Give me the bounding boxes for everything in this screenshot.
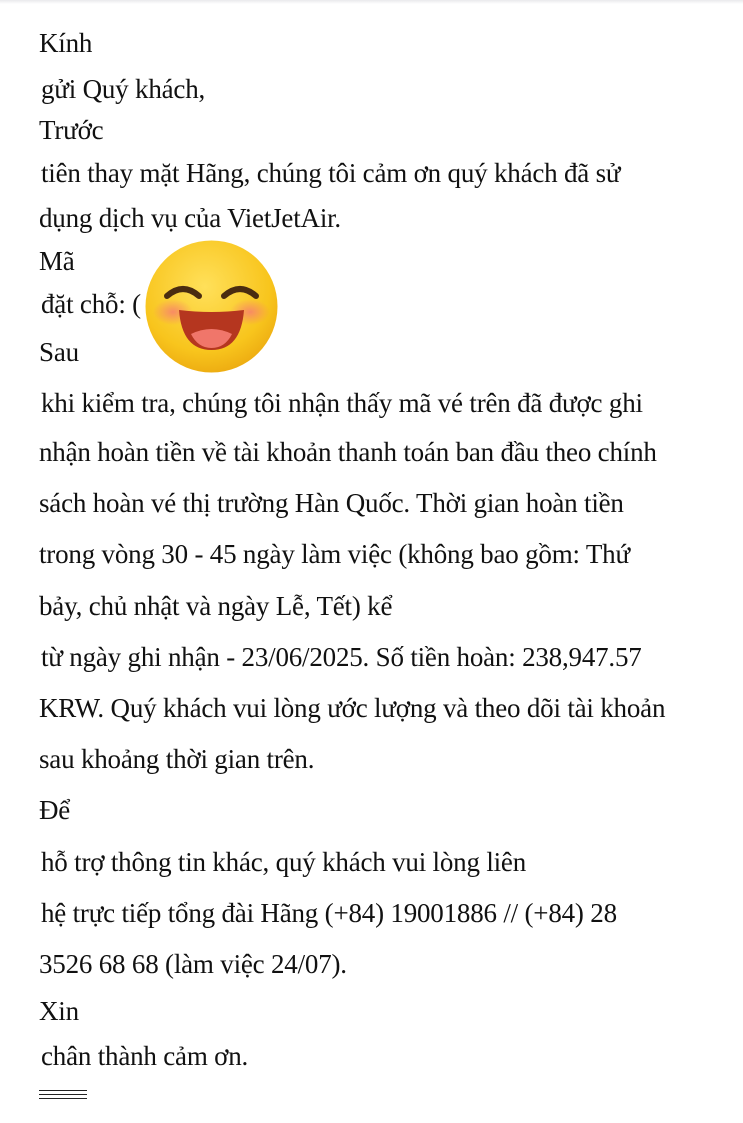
- text-line: 3526 68 68 (làm việc 24/07).: [39, 949, 347, 979]
- text-line: Sau: [39, 337, 79, 367]
- text-line: sách hoàn vé thị trường Hàn Quốc. Thời gian hoàn tiền: [39, 488, 624, 518]
- booking-code-line: đặt chỗ: (: [41, 289, 141, 319]
- top-edge: [0, 0, 743, 4]
- text-line: tiên thay mặt Hãng, chúng tôi cảm ơn quý khách đã sử: [41, 158, 621, 188]
- text-line: khi kiểm tra, chúng tôi nhận thấy mã vé trên đã được ghi: [41, 388, 643, 418]
- text-line: sau khoảng thời gian trên.: [39, 744, 315, 774]
- text-line: chân thành cảm ơn.: [41, 1041, 249, 1071]
- text-line: bảy, chủ nhật và ngày Lễ, Tết) kể: [39, 591, 393, 621]
- text-line: Để: [39, 795, 71, 825]
- text-line: KRW. Quý khách vui lòng ước lượng và theo dõi tài khoản: [39, 693, 666, 723]
- text-line: hỗ trợ thông tin khác, quý khách vui lòng liên: [41, 847, 527, 877]
- text-line: trong vòng 30 - 45 ngày làm việc (không bao gồm: Thứ: [39, 539, 630, 569]
- separator-rule: [39, 1090, 87, 1099]
- grinning-face-emoji-icon: [145, 240, 278, 373]
- text-line: dụng dịch vụ của VietJetAir.: [39, 203, 341, 233]
- text-line: Xin: [39, 996, 79, 1026]
- text-line: Trước: [39, 115, 104, 145]
- text-line: nhận hoàn tiền về tài khoản thanh toán ban đầu theo chính: [39, 437, 657, 467]
- text-line: gửi Quý khách,: [41, 74, 206, 104]
- text-line: Mã: [39, 246, 75, 276]
- text-line: hệ trực tiếp tổng đài Hãng (+84) 19001886 // (+84) 28: [41, 898, 617, 928]
- text-line: từ ngày ghi nhận - 23/06/2025. Số tiền hoàn: 238,947.57: [41, 642, 642, 672]
- text-line: Kính: [39, 28, 93, 58]
